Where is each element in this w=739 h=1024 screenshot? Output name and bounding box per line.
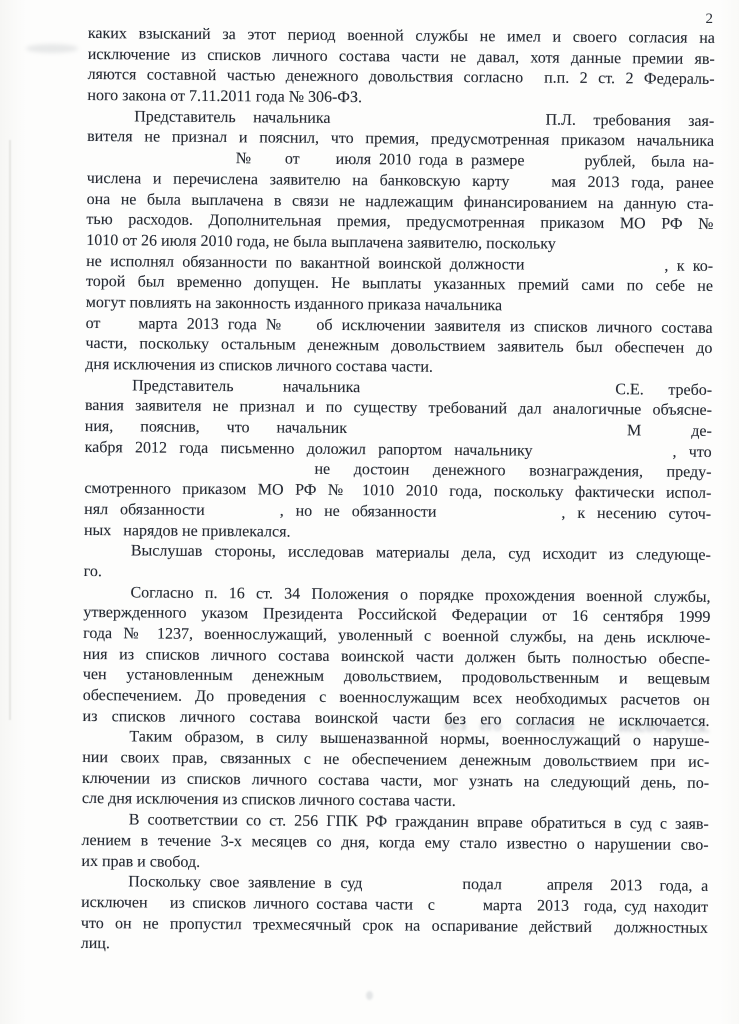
- text-run: Таким образом, в силу вышеназванной нормы, военнослужащий о наруше-: [129, 728, 710, 751]
- text-run: го.: [83, 562, 102, 581]
- text-run: дня исключения из списков личного состава части.: [85, 355, 434, 376]
- text-run: П.Л. требования зая-: [545, 111, 715, 130]
- text-run: апреля 2013 года, а: [546, 876, 709, 896]
- redacted-gap: [533, 454, 673, 456]
- text-run: от: [284, 150, 300, 168]
- redacted-gap: [509, 185, 551, 186]
- redacted-gap: [524, 165, 584, 166]
- text-run: не достоин денежного вознаграждения, преду-: [314, 461, 712, 482]
- text-run: подал: [462, 876, 502, 894]
- text-run: сле дня исключения из списков личного состава части.: [81, 790, 456, 811]
- text-run: об исключении заявителя из списков личного состава: [316, 316, 713, 337]
- text-run: каких взысканий за этот период военной службы не имел и своего согласия на: [87, 24, 715, 47]
- text-run: что он не пропустил трехмесячный срок на оспаривание действий должностных: [80, 914, 708, 937]
- redacted-gap: [435, 909, 483, 910]
- text-run: В соответствии со ст. 256 ГПК РФ гражданин вправе обратиться в суд с заяв-: [128, 811, 709, 834]
- text-run: Выслушав стороны, исследовав материалы дела, суд исходит из следующе-: [130, 542, 711, 565]
- text-run: ного закона от 7.11.2011 года № 306-ФЗ.: [87, 87, 363, 107]
- text-run: утвержденного указом Президента Российской Федерации от 16 сентября 1999: [83, 604, 711, 627]
- text-run: С.Е. требо-: [615, 380, 713, 399]
- redacted-gap: [205, 514, 280, 516]
- text-run: нии своих прав, связанных с не обеспечением денежным довольствием при ис-: [82, 749, 710, 771]
- text-run: июля 2010 года в размере: [335, 151, 525, 170]
- text-run: Согласно п. 16 ст. 34 Положения о порядке прохождения военной службы,: [130, 583, 711, 606]
- text-run: де-: [691, 422, 712, 440]
- redacted-gap: [362, 887, 462, 889]
- text-run: мая 2013 года, ранее: [551, 173, 714, 192]
- text-run: не исполнял обязанности по вакантной воинской должности: [86, 252, 525, 273]
- scan-artifact: [366, 991, 373, 1000]
- text-run: М: [626, 422, 642, 440]
- text-run: ния из списков личного состава воинской части должен быть полностью обеспе-: [82, 645, 711, 668]
- text-run: исключение из списков личного состава части не давал, хотя данные премии яв-: [87, 45, 715, 68]
- text-run: марта 2013 года №: [138, 315, 287, 334]
- text-run: , что: [672, 443, 712, 461]
- redacted-gap: [300, 163, 336, 164]
- text-run: части, поскольку остальным денежным довольствием заявитель был обеспечен до: [85, 335, 713, 358]
- text-run: рублей, была на-: [584, 153, 715, 172]
- redacted-gap: [641, 434, 691, 435]
- text-run: их прав и свобод.: [81, 852, 201, 871]
- text-run: исключен из списков личного состава части с: [81, 893, 436, 914]
- text-run: могут повлиять на законность изданного приказа начальника: [85, 293, 503, 315]
- text-run: , но не обязанности: [279, 502, 437, 521]
- redacted-gap: [255, 162, 285, 163]
- page-number: 2: [705, 11, 713, 27]
- scan-artifact: [9, 140, 11, 720]
- text-run: смотренного приказом МО РФ № 1010 2010 года, поскольку фактически испол-: [84, 480, 712, 503]
- text-run: Поскольку свое заявление в суд: [128, 873, 363, 893]
- ghosted-text: без его согласия не исключается.: [444, 710, 710, 730]
- redacted-gap: [330, 122, 545, 125]
- text-run: она не была выплачена в связи не надлежащим финансированием на данную ста-: [86, 190, 714, 213]
- text-run: №: [231, 150, 255, 168]
- text-run: Представитель начальника: [134, 108, 331, 127]
- redacted-gap: [502, 888, 547, 889]
- scan-artifact: [26, 44, 78, 53]
- text-run: лиц.: [80, 935, 110, 953]
- text-run: ляются составной частью денежного довольствия согласно п.п. 2 ст. 2 Федераль-: [87, 66, 715, 89]
- text-run: числена и перечислена заявителю на банковскую карту: [86, 169, 510, 191]
- redacted-gap: [84, 471, 314, 474]
- text-run: чен установленным денежным довольствием, продовольственным и вещевым: [82, 666, 710, 689]
- redacted-gap: [347, 432, 627, 435]
- text-run: лением в течение 3-х месяцев со дня, когда ему стало известно о нарушении сво-: [81, 831, 709, 854]
- redacted-gap: [87, 161, 232, 163]
- text-run: Представитель начальника: [132, 377, 361, 396]
- text-run: ных нарядов не привлекался.: [83, 521, 291, 541]
- text-run: торой был временно допущен. Не выплаты указанных премий сами по себе не: [85, 273, 714, 296]
- text-run: года № 1237, военнослужащий, уволенный с военной службы, на день исключе-: [83, 624, 711, 647]
- text-run: , к несению суточ-: [561, 504, 712, 523]
- text-run: марта 2013 года, суд находит: [482, 897, 709, 916]
- redacted-gap: [524, 268, 664, 270]
- redacted-gap: [436, 516, 561, 518]
- redacted-gap: [286, 328, 316, 329]
- text-run: тью расходов. Дополнительная премия, предусмотренная приказом МО РФ №: [86, 211, 714, 234]
- text-run: ния, пояснив, что начальник: [84, 418, 348, 438]
- text-run: 1010 от 26 июля 2010 года, не была выплачена заявителю, поскольку: [86, 231, 556, 253]
- text-run: вания заявителя не признал и по существу требований дал аналогичные объясне-: [84, 397, 713, 420]
- text-run: , к ко-: [664, 257, 714, 275]
- document-text: [81, 24, 715, 960]
- text-run: от: [85, 314, 101, 332]
- text-run: из списков личного состава воинской части: [82, 707, 445, 728]
- text-run: обеспечением. До проведения с военнослужащим всех необходимых расчетов он: [82, 686, 710, 709]
- redacted-gap: [360, 391, 615, 394]
- text-run: ключении из списков личного состава части, мог узнать на следующий день, по-: [82, 769, 710, 792]
- redacted-gap: [100, 327, 138, 328]
- text-run: нял обязанности: [84, 500, 205, 519]
- text-run: вителя не признал и пояснил, что премия, предусмотренная приказом начальника: [87, 128, 715, 151]
- text-run: кабря 2012 года письменно доложил рапортом начальнику: [84, 438, 533, 460]
